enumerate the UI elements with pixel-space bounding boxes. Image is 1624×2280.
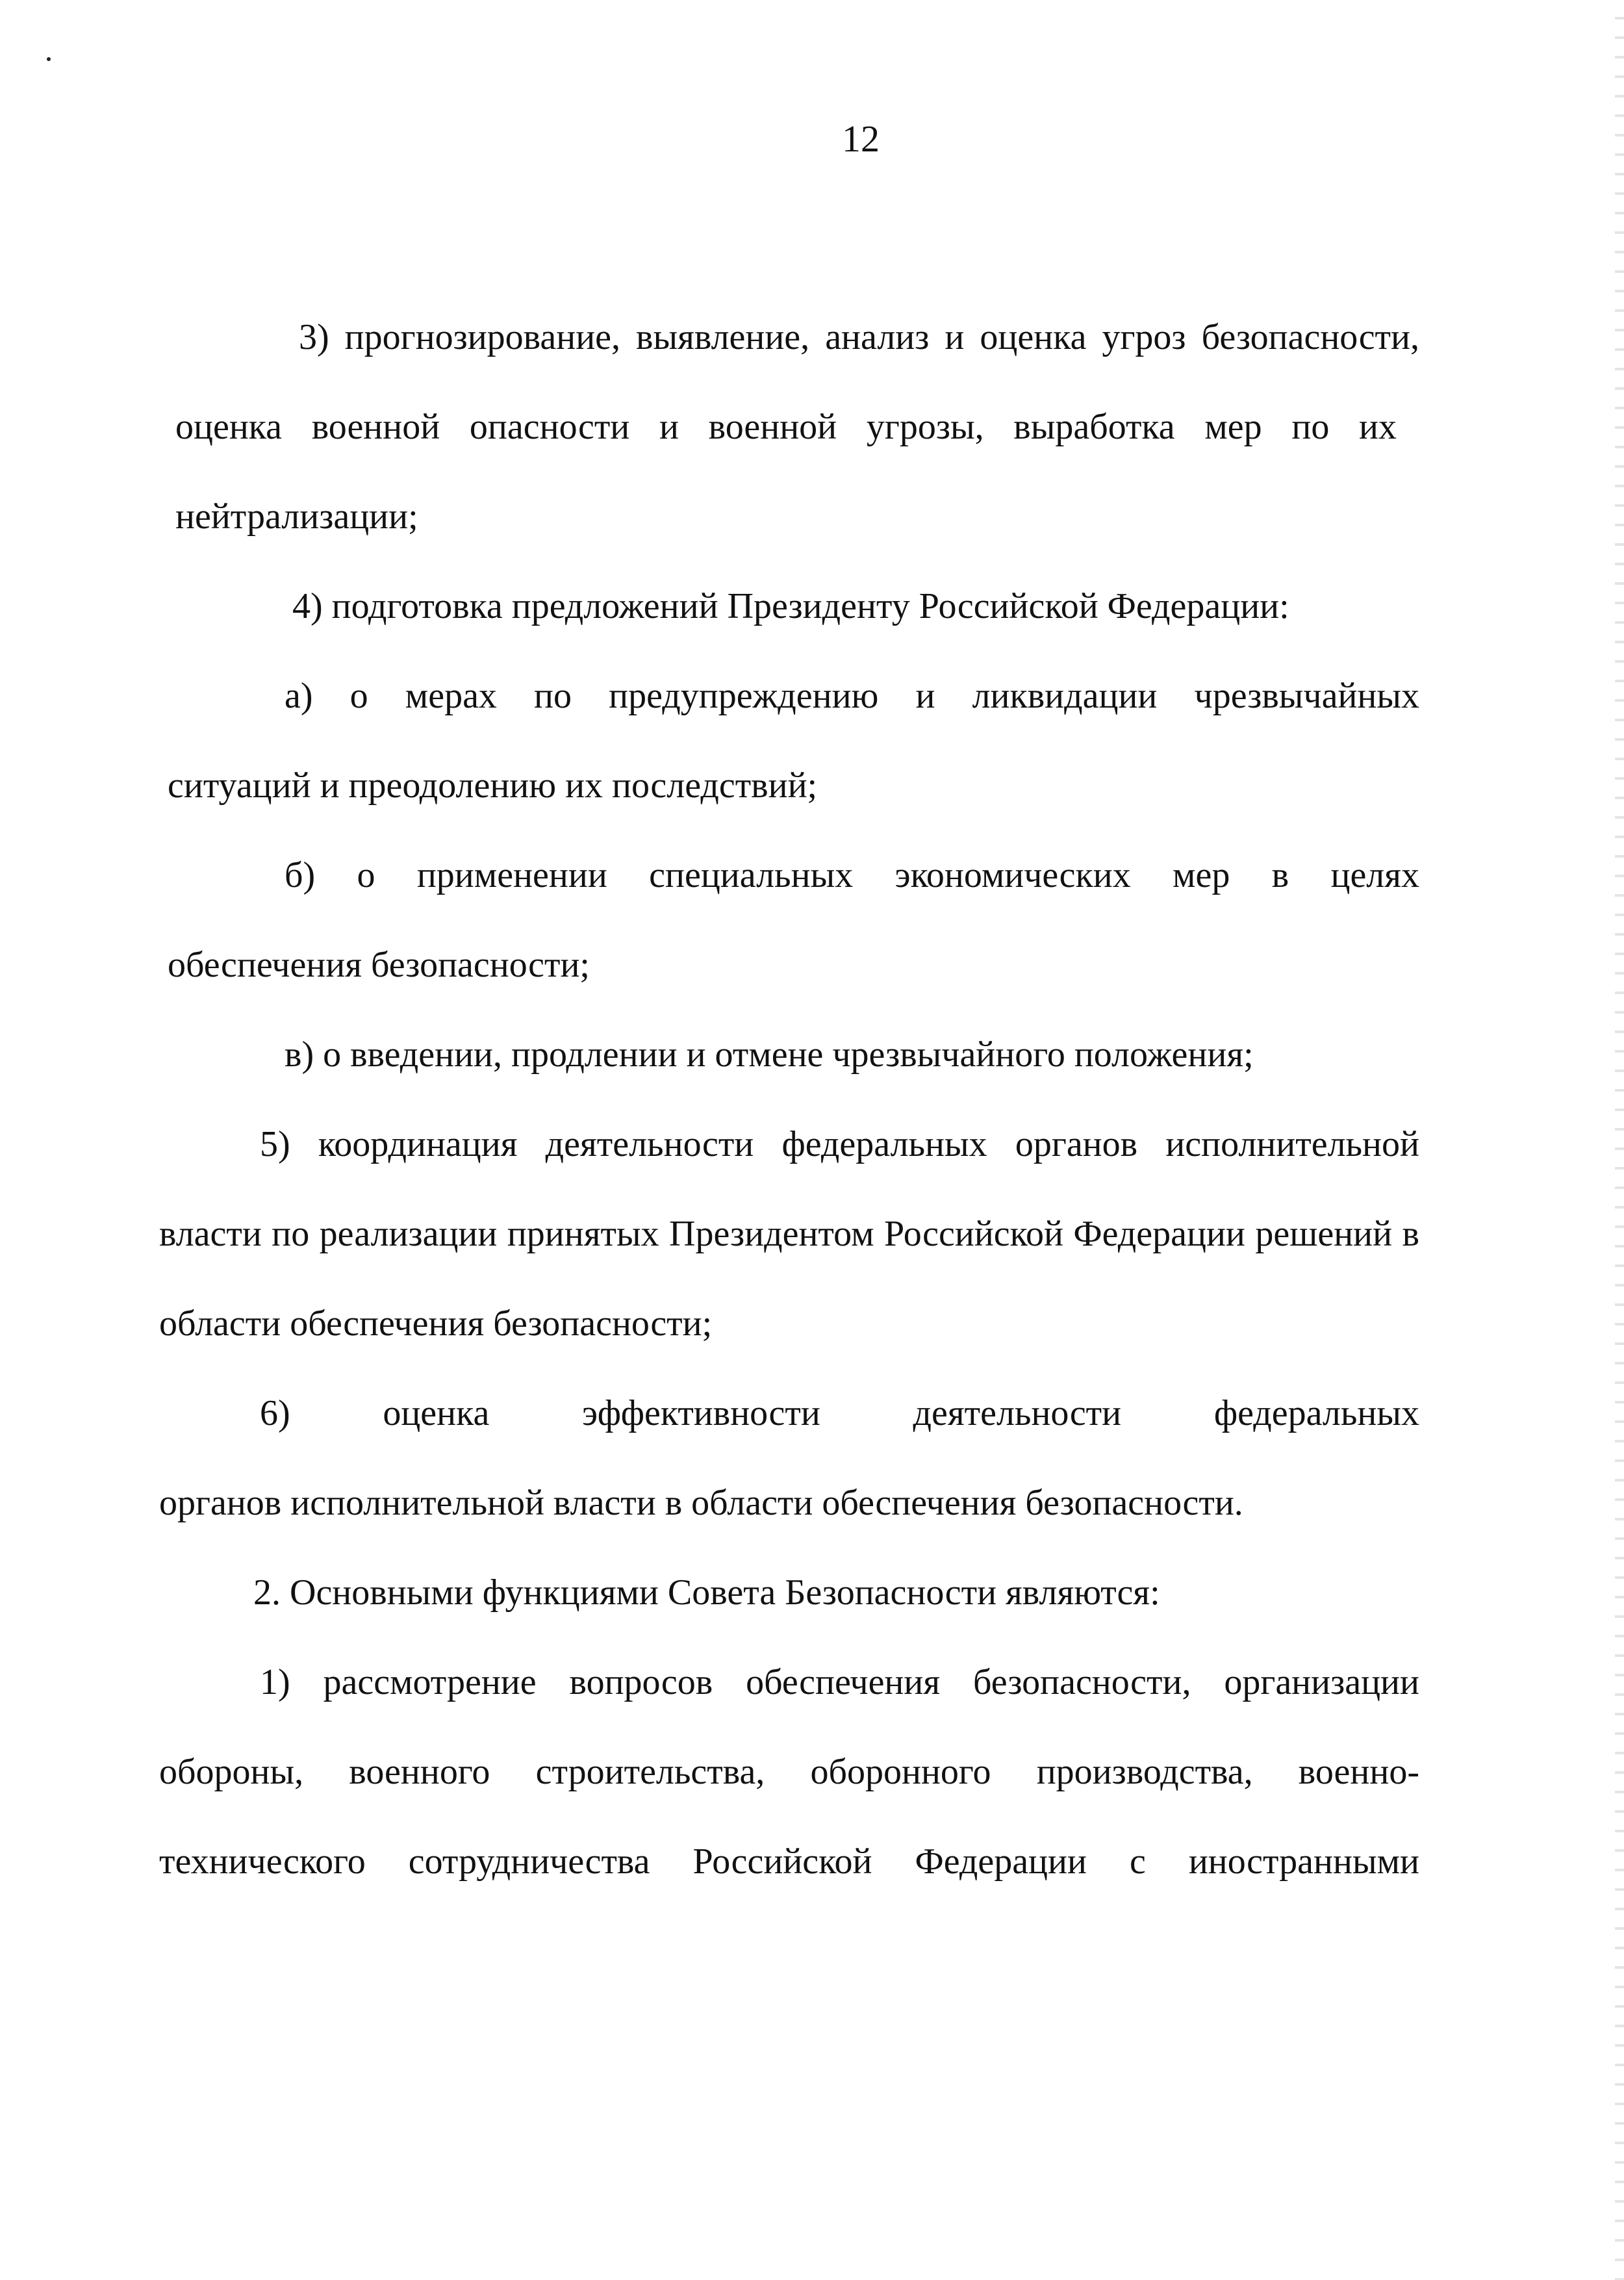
paragraph-item-4 (175, 561, 1419, 651)
paragraph-subitem-a (168, 651, 1419, 830)
paragraph-first-line: б) о применении специальных экономических мер в целях (285, 855, 1419, 895)
paragraph-first-line: 6) оценка эффективности деятельности федеральных (260, 1393, 1419, 1433)
paragraph-continuation: обеспечения безопасности; (168, 945, 590, 985)
paragraph-continuation: обороны, военного строительства, оборонного производства, военно-технического сотрудничества Российской Федерации с иностранными (159, 1752, 1419, 1882)
document-body (159, 292, 1419, 1906)
paragraph-continuation: органов исполнительной власти в области обеспечения безопасности. (159, 1483, 1243, 1523)
paragraph-first-line: 5) координация деятельности федеральных органов исполнительной (260, 1124, 1419, 1164)
paragraph-text: 4) подготовка предложений Президенту Российской Федерации: (292, 586, 1289, 626)
paragraph-text: 2. Основными функциями Совета Безопасности являются: (253, 1572, 1160, 1613)
scan-edge-shadow (1615, 0, 1624, 2280)
scan-speck (47, 57, 51, 61)
paragraph-continuation: власти по реализации принятых Президентом Российской Федерации решений в области обеспечения безопасности; (159, 1214, 1419, 1344)
paragraph-item-5 (159, 1099, 1419, 1368)
paragraph-item-3 (175, 292, 1419, 561)
paragraph-continuation: ситуаций и преодолению их последствий; (168, 765, 818, 806)
paragraph-first-line: а) о мерах по предупреждению и ликвидации чрезвычайных (285, 676, 1419, 716)
paragraph-text: в) о введении, продлении и отмене чрезвычайного положения; (285, 1034, 1254, 1075)
paragraph-first-line: 3) прогнозирование, выявление, анализ и оценка угроз безопасности, (299, 317, 1419, 357)
paragraph-first-line: 1) рассмотрение вопросов обеспечения безопасности, организации (260, 1662, 1419, 1702)
paragraph-function-1 (159, 1637, 1419, 1906)
paragraph-item-6 (159, 1368, 1419, 1548)
paragraph-subitem-b (168, 830, 1419, 1010)
section-heading-functions (159, 1548, 1419, 1637)
page-number: 12 (842, 118, 880, 160)
paragraph-continuation: оценка военной опасности и военной угрозы, выработка мер по их нейтрализации; (175, 407, 1397, 537)
paragraph-subitem-v (175, 1010, 1419, 1099)
